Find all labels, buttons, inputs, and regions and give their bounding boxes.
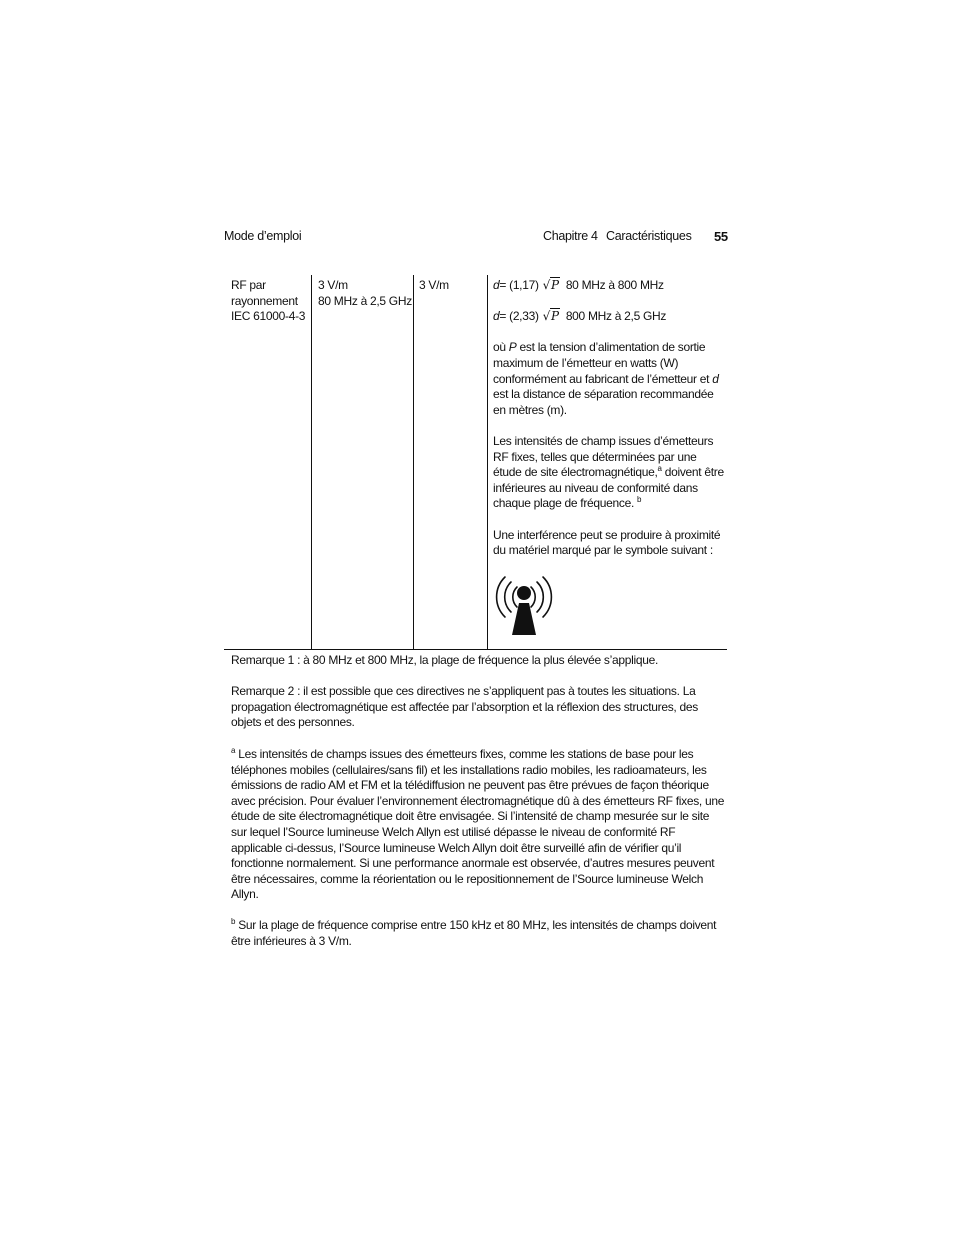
footnote-ref-b: b xyxy=(637,495,642,505)
field-strength-paragraph xyxy=(493,434,725,512)
formula-1 xyxy=(493,278,725,294)
formula-eq: = (1,17) xyxy=(499,278,539,292)
radicand: P xyxy=(551,309,559,324)
cell-line: RF par xyxy=(231,278,266,292)
formula-var: d xyxy=(493,309,500,324)
table-divider xyxy=(311,275,312,649)
table-bottom-rule xyxy=(224,649,727,650)
cell-line: rayonnement xyxy=(231,293,298,308)
formula-frequency: 80 MHz à 800 MHz xyxy=(565,278,664,292)
text: Les intensités de champ issues d’émetteurs RF fixes, telles que déterminées par une étude de site électromagnétique, xyxy=(493,433,714,480)
var-p: P xyxy=(508,340,517,355)
footnote-a xyxy=(231,747,726,903)
document-title: Mode d’emploi xyxy=(224,229,302,243)
var-d: d xyxy=(712,371,719,386)
note-2: Remarque 2 : il est possible que ces directives ne s’appliquent pas à toutes les situations. La propagation électromagnétique est affectée par l’absorption et la réflexion des structures, des objets et des personnes. xyxy=(231,684,698,730)
cell-line: 3 V/m xyxy=(318,278,348,292)
footnote-text: Sur la plage de fréquence comprise entre 150 kHz et 80 MHz, les intensités de champs doivent être inférieures à 3 V/m. xyxy=(231,918,717,948)
footnote-text: Les intensités de champs issues des émetteurs fixes, comme les stations de base pour les téléphones mobiles (cellulaires/sans fil) et les installations radio mobiles, les radioamateurs, les émissions de radio AM et FM et la télédiffusion ne peuvent pas être prévues de façon théorique avec précision. Pour évaluer l’environnement électromagnétique dû à des émetteurs RF fixes, une étude de site électromagnétique doit être envisagée. Si l’intensité de champ mesurée sur le site sur lequel l’Source lumineuse Welch Allyn est utilisé dépasse le niveau de conformité RF applicable ci-dessus, l’Source lumineuse Welch Allyn doit être surveillé afin de vérifier qu’il fonctionne normalement. Si une performance anormale est observée, d’autres mesures peuvent être nécessaires, comme la réorientation ou le repositionnement de l’Source lumineuse Welch Allyn. xyxy=(231,747,725,902)
section-title: Caractéristiques xyxy=(606,229,692,243)
chapter-label: Chapitre 4 xyxy=(543,229,598,243)
footnote-marker: a xyxy=(231,746,236,755)
page-number: 55 xyxy=(714,229,728,244)
sqrt-icon: √P xyxy=(542,278,559,292)
table-divider xyxy=(413,275,414,649)
cell-line: IEC 61000-4-3 xyxy=(231,309,306,324)
note-1: Remarque 1 : à 80 MHz et 800 MHz, la plage de fréquence la plus élevée s’applique. xyxy=(231,653,659,667)
footnote-b xyxy=(231,918,726,949)
formula-2 xyxy=(493,309,725,325)
immunity-test-cell xyxy=(231,278,309,325)
cell-line: 3 V/m xyxy=(419,278,449,292)
test-level-cell xyxy=(318,278,412,309)
text: doivent être inférieures au niveau de conformité dans chaque plage de fréquence. xyxy=(493,465,724,511)
cell-line: 80 MHz à 2,5 GHz xyxy=(318,293,412,308)
interference-paragraph: Une interférence peut se produire à proximité du matériel marqué par le symbole suivant : xyxy=(493,527,721,558)
definition-paragraph xyxy=(493,340,725,418)
table-divider xyxy=(487,275,488,649)
formula-frequency: 800 MHz à 2,5 GHz xyxy=(565,309,667,324)
text: où xyxy=(493,340,509,355)
text: est la distance de séparation recommandée en mètres (m). xyxy=(493,387,714,417)
footnote-marker: b xyxy=(231,917,236,926)
formula-eq: = (2,33) xyxy=(499,309,539,324)
non-ionizing-radiation-icon xyxy=(490,574,558,638)
formula-var: d xyxy=(493,278,500,292)
environment-guidance-cell xyxy=(493,278,725,574)
footnote-ref-a: a xyxy=(657,464,662,474)
text: est la tension d’alimentation de sortie maximum de l’émetteur en watts (W) conformément au fabricant de l’émetteur et xyxy=(493,340,713,386)
radicand: P xyxy=(551,278,559,292)
compliance-level-cell xyxy=(419,278,485,294)
sqrt-icon: √P xyxy=(542,309,559,324)
